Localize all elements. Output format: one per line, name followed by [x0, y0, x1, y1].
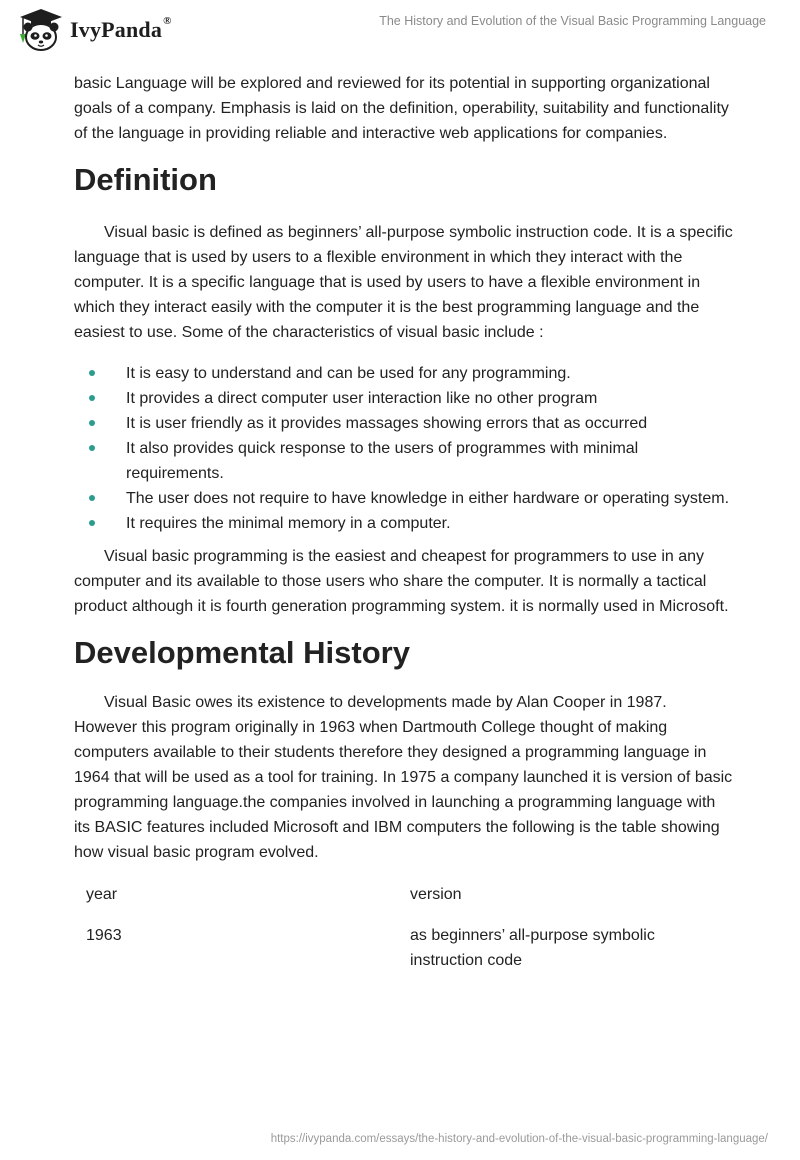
- definition-heading: Definition: [74, 162, 217, 197]
- panda-graduate-icon: [14, 7, 68, 53]
- characteristics-list: [74, 361, 734, 536]
- table-header-cell: version: [410, 886, 462, 903]
- table-header-cell: year: [86, 886, 118, 903]
- bullet-dot-icon: [89, 520, 95, 526]
- source-url[interactable]: https://ivypanda.com/essays/the-history-and-evolution-of-the-visual-basic-programming-language/: [270, 1133, 768, 1145]
- list-item: It also provides quick response to the users of programmes with minimal requirements.: [74, 436, 734, 486]
- list-item: It provides a direct computer user interaction like no other program: [74, 386, 734, 411]
- history-heading: Developmental History: [74, 635, 410, 670]
- table-row: [74, 923, 734, 973]
- list-item: It requires the minimal memory in a computer.: [74, 511, 734, 536]
- definition-paragraph: Visual basic is defined as beginners’ all-purpose symbolic instruction code. It is a specific language that is used by users to a flexible environment in which they interact with the computer. It is a specific language that is used by users to have a flexible environment in which they interact easily with the computer it is the best programming language and the easiest to use. Some of the characteristics of visual basic include :: [74, 224, 733, 341]
- ivypanda-logo[interactable]: [14, 10, 172, 50]
- table-cell: as beginners’ all-purpose symbolic instruction code: [410, 927, 655, 969]
- table-cell: 1963: [86, 927, 122, 944]
- bullet-dot-icon: [89, 395, 95, 401]
- intro-paragraph: basic Language will be explored and reviewed for its potential in supporting organizational goals of a company. Emphasis is laid on the definition, operability, suitability and functionality of the language in providing reliable and interactive web applications for companies.: [74, 75, 729, 142]
- history-paragraph: Visual Basic owes its existence to developments made by Alan Cooper in 1987. However this program originally in 1963 when Dartmouth College thought of making computers available to their students therefore they designed a programming language in 1964 that will be used as a tool for training. In 1975 a company launched it is version of basic programming language.the companies involved in launching a programming language with its BASIC features included Microsoft and IBM computers the following is the table showing how visual basic program evolved.: [74, 694, 733, 861]
- document-title: The History and Evolution of the Visual Basic Programming Language: [379, 14, 766, 28]
- essay-content: [74, 70, 734, 973]
- list-item: The user does not require to have knowledge in either hardware or operating system.: [74, 486, 734, 511]
- bullet-dot-icon: [89, 445, 95, 451]
- brand-name: IvyPanda®: [70, 15, 172, 42]
- definition-paragraph-2: Visual basic programming is the easiest and cheapest for programmers to use in any computer and its available to those users who share the computer. It is normally a tactical product although it is fourth generation programming system. it is normally used in Microsoft.: [74, 548, 729, 615]
- bullet-dot-icon: [89, 495, 95, 501]
- bullet-dot-icon: [89, 370, 95, 376]
- list-item: It is easy to understand and can be used for any programming.: [74, 361, 734, 386]
- evolution-table: [74, 881, 734, 973]
- page-header: [0, 0, 800, 70]
- table-header-row: [74, 881, 734, 923]
- bullet-dot-icon: [89, 420, 95, 426]
- list-item: It is user friendly as it provides massages showing errors that as occurred: [74, 411, 734, 436]
